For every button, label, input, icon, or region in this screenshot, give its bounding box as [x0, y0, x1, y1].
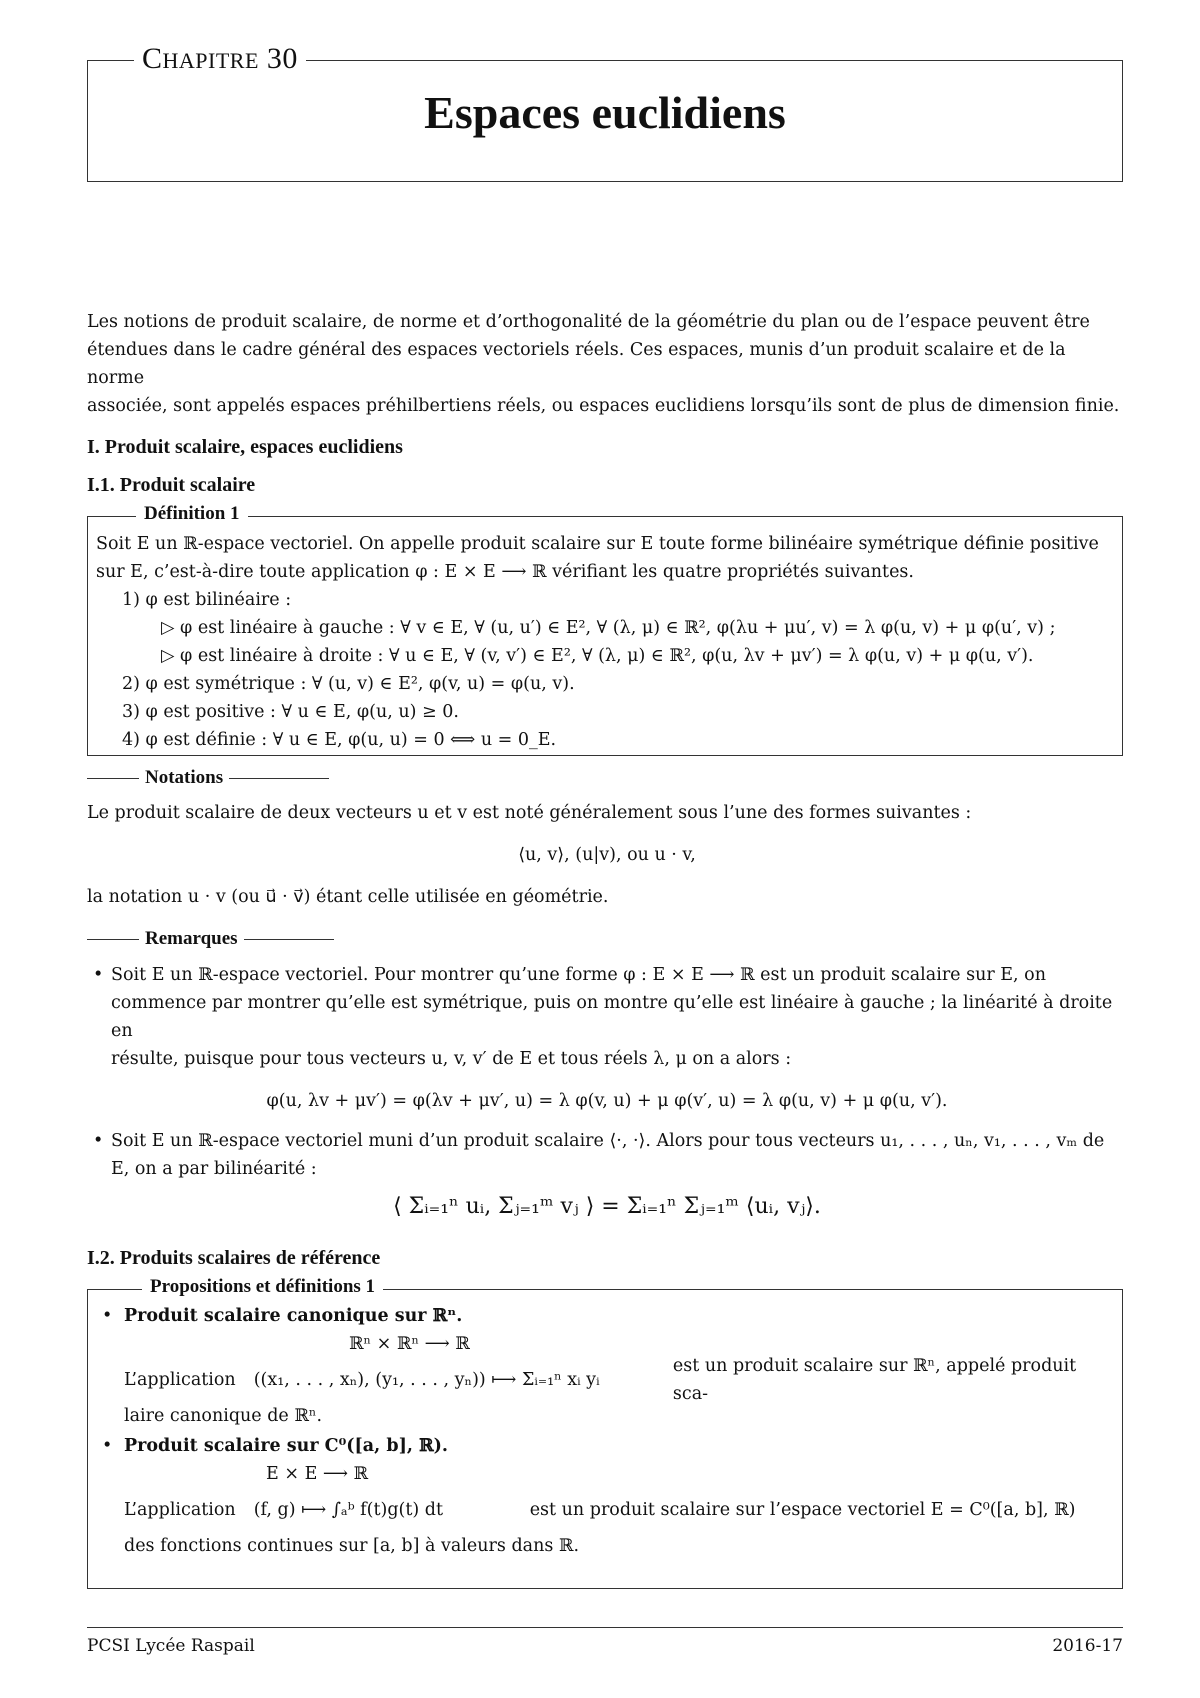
- notations-line: Le produit scalaire de deux vecteurs u et v est noté généralement sous l’une des formes suivantes :: [87, 803, 972, 823]
- definition-content: [96, 530, 1121, 754]
- proposition-content: [96, 1302, 1116, 1560]
- section-heading: I. Produit scalaire, espaces euclidiens: [87, 436, 403, 458]
- remark-formula: ⟨ Σᵢ₌₁ⁿ uᵢ, Σⱼ₌₁ᵐ vⱼ ⟩ = Σᵢ₌₁ⁿ Σⱼ₌₁ᵐ ⟨uᵢ, vⱼ⟩.: [393, 1194, 821, 1219]
- remark-line: E, on a par bilinéarité :: [111, 1159, 317, 1179]
- notations-formula: ⟨u, v⟩, (u|v), ou u · v,: [518, 845, 696, 865]
- notations-content: [87, 799, 1127, 911]
- definition-subitem: ▷ φ est linéaire à gauche : ∀ v ∈ E, ∀ (u, u′) ∈ E², ∀ (λ, μ) ∈ ℝ², φ(λu + μu′, v) = λ φ(u, v) + μ φ(u′, v) ;: [161, 618, 1056, 638]
- notations-heading: Notations: [87, 767, 335, 789]
- remark-formula: φ(u, λv + μv′) = φ(λv + μv′, u) = λ φ(v, u) + μ φ(v′, u) = λ φ(u, v) + μ φ(u, v′).: [266, 1091, 948, 1111]
- mapping-top: E × E ⟶ ℝ: [266, 1464, 369, 1484]
- mapping-row: [124, 1488, 1116, 1532]
- mapping-suffix: est un produit scalaire sur ℝⁿ, appelé produit sca-: [672, 1356, 1077, 1404]
- proposition-line: des fonctions continues sur [a, b] à valeurs dans ℝ.: [124, 1536, 580, 1556]
- remark-item: [87, 1127, 1127, 1183]
- definition-label: Définition 1: [136, 503, 248, 525]
- mapping-prefix: L’application: [124, 1500, 236, 1520]
- mapping-bottom: ((x₁, . . . , xₙ), (y₁, . . . , yₙ)) ⟼ Σᵢ₌₁ⁿ xᵢ yᵢ: [253, 1370, 600, 1390]
- footer-left: PCSI Lycée Raspail: [87, 1636, 255, 1656]
- notations-line: la notation u · v (ou u⃗ · v⃗) étant celle utilisée en géométrie.: [87, 887, 609, 907]
- proposition-label: Propositions et définitions 1: [142, 1276, 383, 1298]
- footer-right: 2016-17: [1052, 1636, 1123, 1656]
- intro-line: Les notions de produit scalaire, de norme et d’orthogonalité de la géométrie du plan ou de l’espace peuvent être: [87, 312, 1090, 332]
- mapping-prefix: L’application: [124, 1370, 236, 1390]
- intro-paragraph: [87, 308, 1127, 420]
- bullet-icon: •: [102, 1306, 113, 1326]
- proposition-title: Produit scalaire sur C⁰([a, b], ℝ).: [124, 1436, 448, 1456]
- remark-item: [87, 961, 1127, 1073]
- definition-subitem: ▷ φ est linéaire à droite : ∀ u ∈ E, ∀ (v, v′) ∈ E², ∀ (λ, μ) ∈ ℝ², φ(u, λv + μv′) = λ φ(u, v) + μ φ(u, v′).: [161, 646, 1034, 666]
- intro-line: associée, sont appelés espaces préhilbertiens réels, ou espaces euclidiens lorsqu’ils sont de plus de dimension finie.: [87, 396, 1120, 416]
- definition-item: 1) φ est bilinéaire :: [122, 590, 292, 610]
- page-title: Espaces euclidiens: [424, 87, 786, 138]
- definition-item: 2) φ est symétrique : ∀ (u, v) ∈ E², φ(v, u) = φ(u, v).: [122, 674, 575, 694]
- subsection-heading: I.2. Produits scalaires de référence: [87, 1247, 381, 1269]
- chapter-label: CHAPITRE 30: [134, 42, 306, 76]
- mapping-top: ℝⁿ × ℝⁿ ⟶ ℝ: [349, 1334, 470, 1354]
- mapping-bottom: (f, g) ⟼ ∫ₐᵇ f(t)g(t) dt: [253, 1500, 444, 1520]
- definition-line: Soit E un ℝ-espace vectoriel. On appelle produit scalaire sur E toute forme bilinéaire symétrique définie positive: [96, 534, 1099, 554]
- subsection-heading: I.1. Produit scalaire: [87, 474, 256, 496]
- definition-item: 3) φ est positive : ∀ u ∈ E, φ(u, u) ≥ 0.: [122, 702, 459, 722]
- remark-line: commence par montrer qu’elle est symétrique, puis on montre qu’elle est linéaire à gauche ; la linéarité à droite en: [111, 993, 1113, 1041]
- proposition-item: [96, 1302, 1116, 1430]
- remark-line: résulte, puisque pour tous vecteurs u, v, v′ de E et tous réels λ, μ on a alors :: [111, 1049, 792, 1069]
- footer-rule: [87, 1627, 1123, 1628]
- proposition-line: laire canonique de ℝⁿ.: [124, 1406, 323, 1426]
- mapping-row: [124, 1358, 1116, 1402]
- bullet-icon: •: [93, 965, 104, 985]
- proposition-title: Produit scalaire canonique sur ℝⁿ.: [124, 1306, 463, 1326]
- bullet-icon: •: [102, 1436, 113, 1456]
- mapping-suffix: est un produit scalaire sur l’espace vectoriel E = C⁰([a, b], ℝ): [529, 1500, 1076, 1520]
- intro-line: étendues dans le cadre général des espaces vectoriels réels. Ces espaces, munis d’un produit scalaire et de la norme: [87, 340, 1066, 388]
- remark-line: Soit E un ℝ-espace vectoriel. Pour montrer qu’une forme φ : E × E ⟶ ℝ est un produit scalaire sur E, on: [111, 965, 1046, 985]
- remark-line: Soit E un ℝ-espace vectoriel muni d’un produit scalaire ⟨·, ·⟩. Alors pour tous vecteurs u₁, . . . , uₙ, v₁, . . . , vₘ de: [111, 1131, 1105, 1151]
- definition-line: sur E, c’est-à-dire toute application φ : E × E ⟶ ℝ vérifiant les quatre propriétés suivantes.: [96, 562, 914, 582]
- proposition-item: [96, 1432, 1116, 1560]
- bullet-icon: •: [93, 1131, 104, 1151]
- remarks-heading: Remarques: [87, 928, 340, 950]
- remarks-content: [87, 961, 1127, 1221]
- definition-item: 4) φ est définie : ∀ u ∈ E, φ(u, u) = 0 ⟺ u = 0_E.: [122, 730, 557, 750]
